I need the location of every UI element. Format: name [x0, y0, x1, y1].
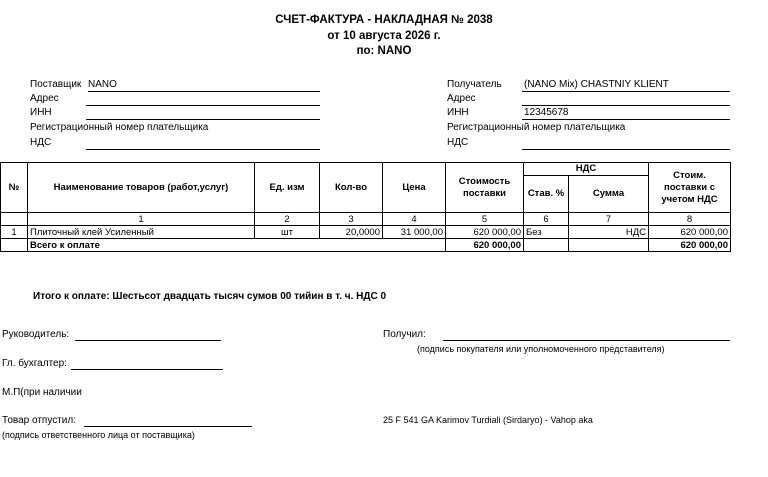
row-price: 31 000,00: [383, 226, 446, 239]
received-note: (подпись покупателя или уполномоченного представителя): [417, 344, 665, 354]
column-number-row: [1, 213, 731, 226]
row-vat-sum: НДС: [569, 226, 649, 239]
col-number: 4: [383, 213, 446, 226]
summary-text: Итого к оплате: Шестьсот двадцать тысяч сумов 00 тийин в т. ч. НДС 0: [33, 291, 387, 302]
received-sign-line: [443, 340, 730, 341]
supplier-line: [88, 91, 320, 92]
supplier-vat-label: НДС: [30, 137, 52, 148]
recipient-line: [522, 91, 730, 92]
supplier-address-label: Адрес: [30, 93, 59, 104]
released-label: Товар отпустил:: [2, 415, 76, 426]
recipient-vat-line: [522, 149, 730, 150]
total-sum: 620 000,00: [649, 239, 731, 252]
accountant-label: Гл. бухгалтер:: [2, 358, 67, 369]
total-cost: 620 000,00: [446, 239, 524, 252]
supplier-inn-label: ИНН: [30, 107, 52, 118]
col-number: 2: [255, 213, 320, 226]
released-sign-line: [84, 426, 252, 427]
document-title: СЧЕТ-ФАКТУРА - НАКЛАДНАЯ № 2038: [275, 14, 493, 26]
col-number: 3: [320, 213, 383, 226]
invoice-table: [0, 162, 731, 252]
recipient-inn-value: 12345678: [524, 107, 569, 118]
col-number: 6: [524, 213, 569, 226]
supplier-inn-line: [86, 119, 320, 120]
header-unit: Ед. изм: [255, 163, 320, 213]
total-label: Всего к оплате: [28, 239, 446, 252]
row-total: 620 000,00: [649, 226, 731, 239]
table-row: [1, 226, 731, 239]
document-to: по: NANO: [356, 45, 412, 57]
recipient-reg-label: Регистрационный номер плательщика: [447, 122, 626, 133]
supplier-label: Поставщик: [30, 79, 82, 90]
header-vat: НДС: [524, 163, 649, 176]
recipient-inn-line: [522, 119, 730, 120]
recipient-inn-label: ИНН: [447, 107, 469, 118]
col-number: 1: [28, 213, 255, 226]
row-unit: шт: [255, 226, 320, 239]
header-total: Стоим. поставки с учетом НДС: [649, 163, 731, 213]
col-number: 5: [446, 213, 524, 226]
header-vat-sum: Сумма: [569, 176, 649, 213]
stamp-label: М.П(при наличии: [2, 387, 82, 398]
col-number: 7: [569, 213, 649, 226]
header-price: Цена: [383, 163, 446, 213]
header-cost: Стоимость поставки: [446, 163, 524, 213]
row-cost: 620 000,00: [446, 226, 524, 239]
recipient-address-label: Адрес: [447, 93, 476, 104]
received-label: Получил:: [383, 329, 426, 340]
driver-info: 25 F 541 GA Karimov Turdiali (Sirdaryo) - Vahop aka: [383, 415, 593, 425]
row-vat-rate: Без: [524, 226, 569, 239]
row-qty: 20,0000: [320, 226, 383, 239]
header-no: №: [1, 163, 28, 213]
row-name: Плиточный клей Усиленный: [28, 226, 255, 239]
recipient-address-line: [522, 105, 730, 106]
supplier-vat-line: [86, 149, 320, 150]
col-number: 8: [649, 213, 731, 226]
recipient-label: Получатель: [447, 79, 502, 90]
total-vat-sum-blank: [569, 239, 649, 252]
supplier-reg-label: Регистрационный номер плательщика: [30, 122, 209, 133]
total-row: [1, 239, 731, 252]
total-row-blank: [1, 239, 28, 252]
recipient-value: (NANO Mix) CHASTNIY KLIENT: [524, 79, 669, 90]
released-note: (подпись ответственного лица от поставщика): [2, 430, 195, 440]
accountant-sign-line: [71, 369, 223, 370]
document-date: от 10 августа 2026 г.: [327, 30, 441, 42]
director-label: Руководитель:: [2, 329, 70, 340]
header-name: Наименование товаров (работ,услуг): [28, 163, 255, 213]
supplier-address-line: [86, 105, 320, 106]
recipient-vat-label: НДС: [447, 137, 469, 148]
row-no: 1: [1, 226, 28, 239]
director-sign-line: [75, 340, 221, 341]
header-vat-rate: Став. %: [524, 176, 569, 213]
col-number-blank: [1, 213, 28, 226]
total-vat-rate-blank: [524, 239, 569, 252]
supplier-value: NANO: [88, 79, 117, 90]
header-qty: Кол-во: [320, 163, 383, 213]
